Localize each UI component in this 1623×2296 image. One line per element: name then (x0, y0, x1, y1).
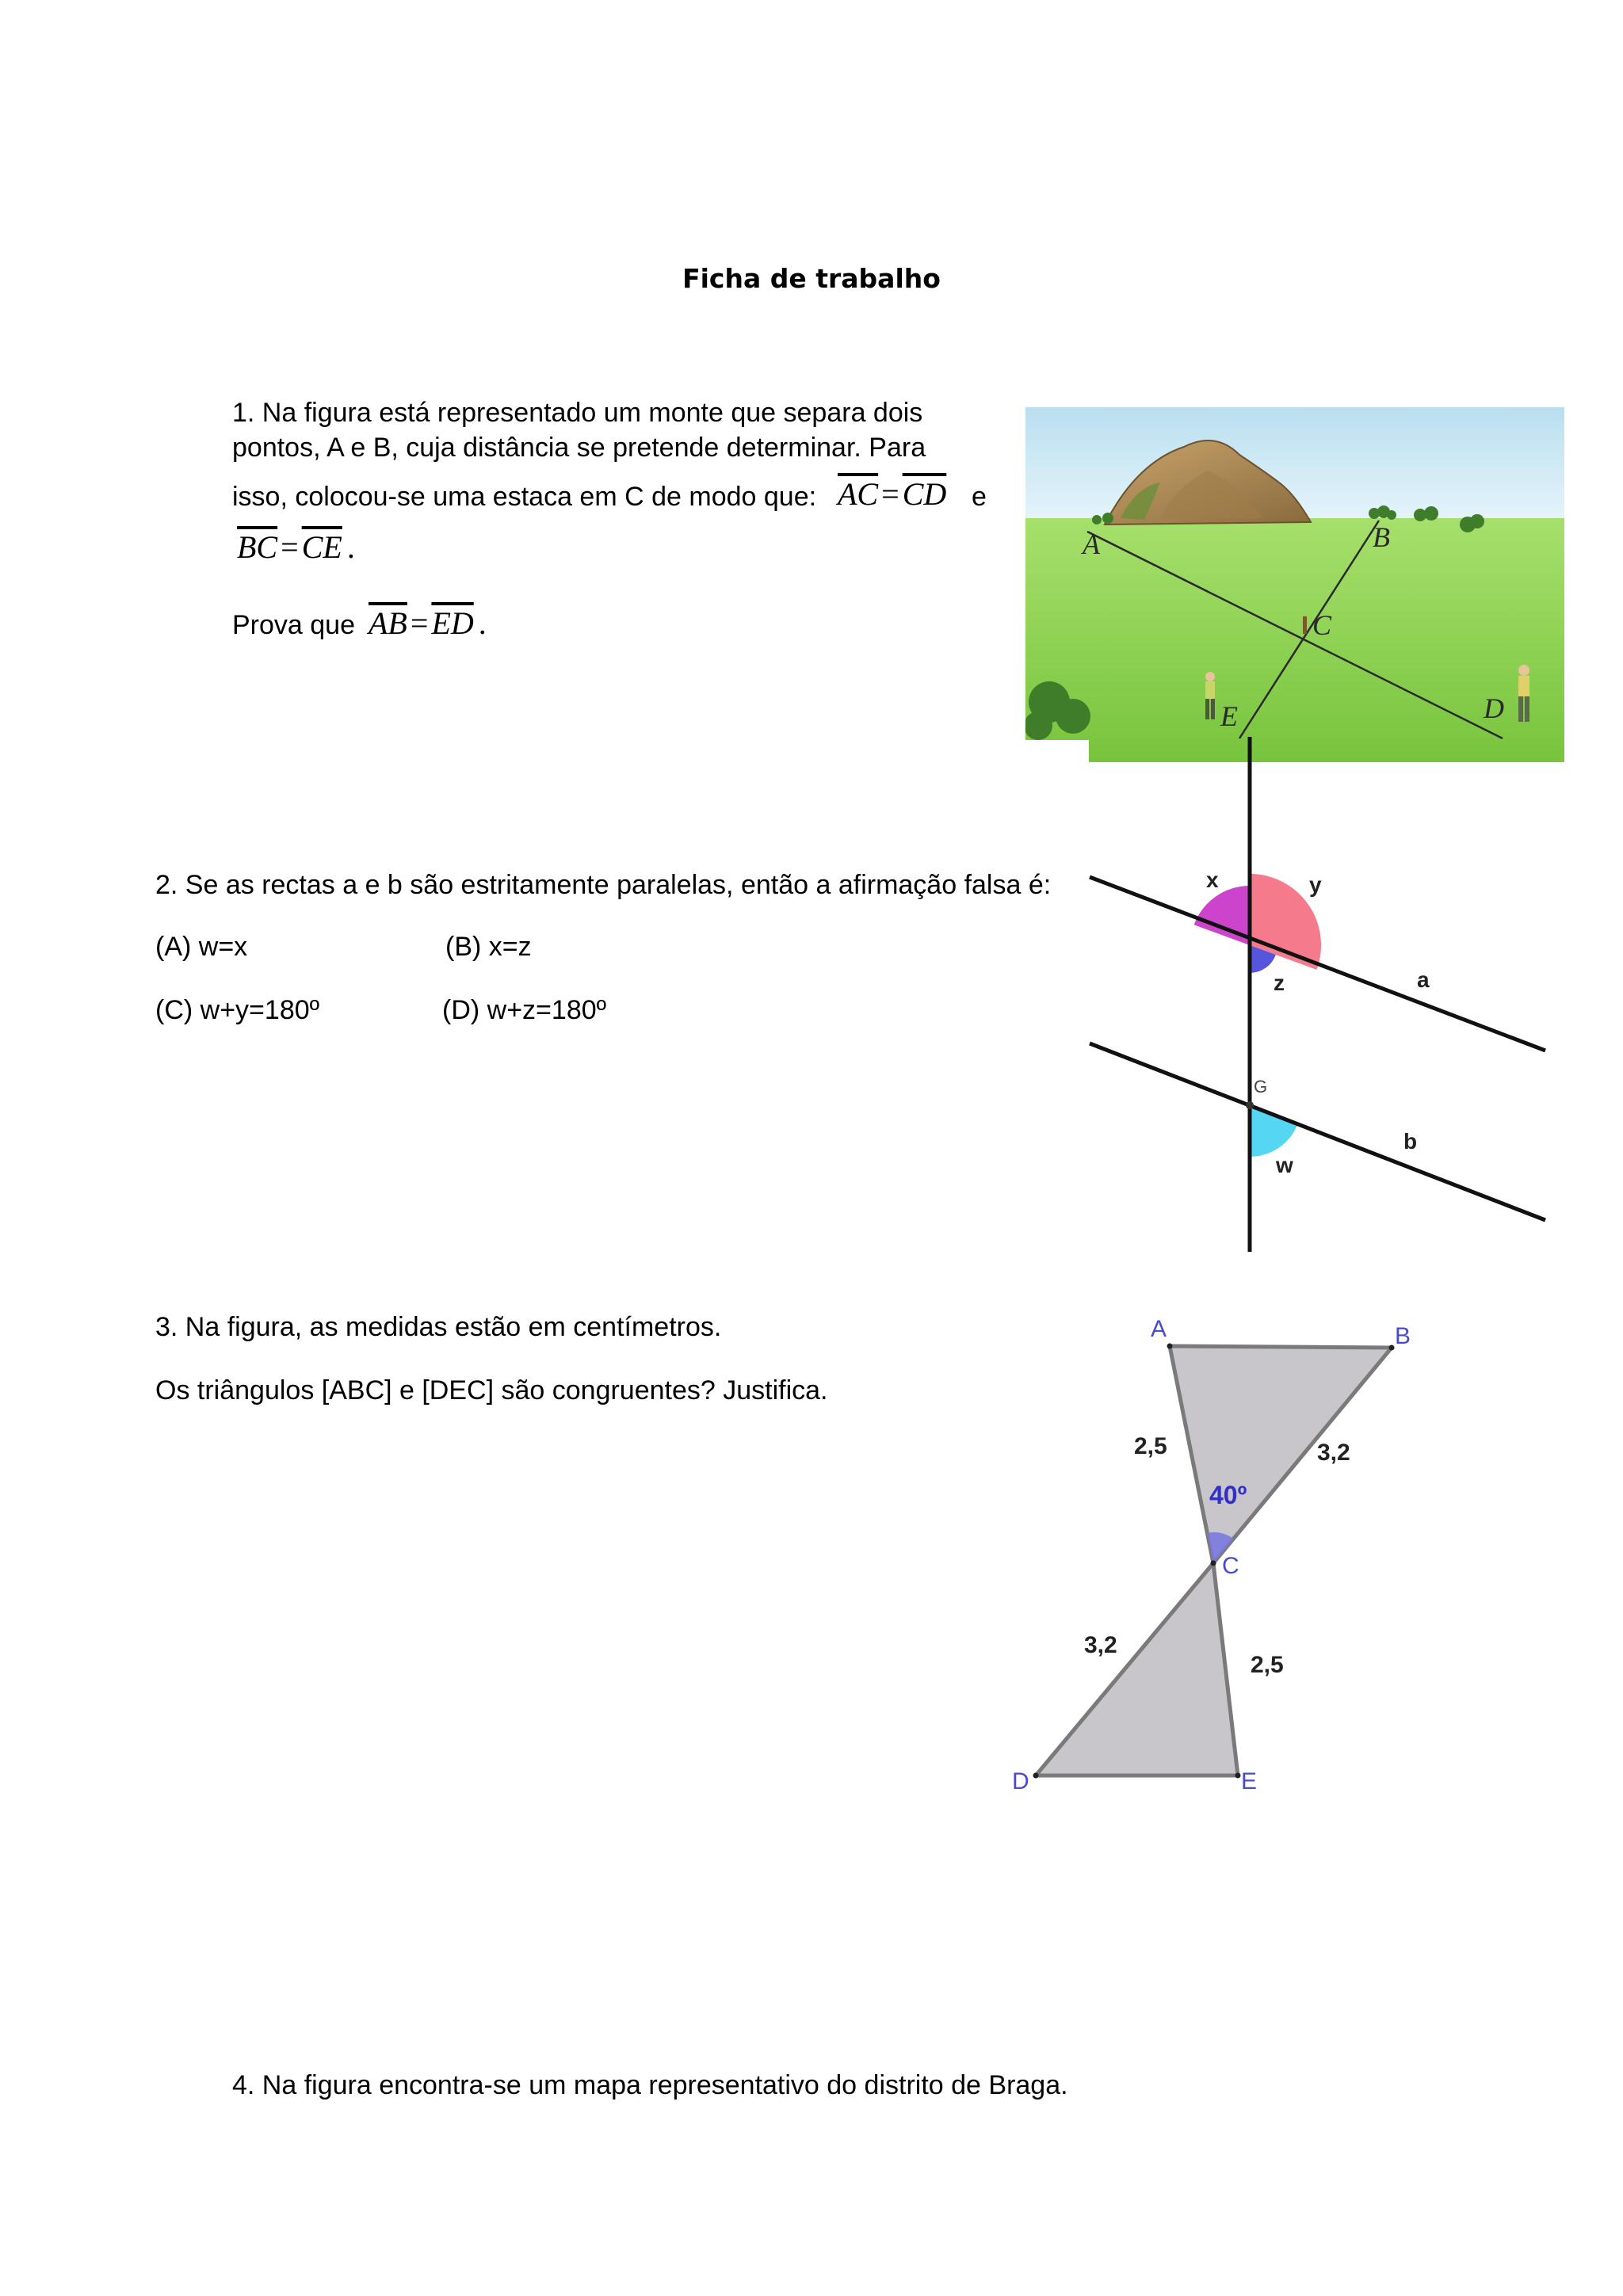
triangle-dec (1036, 1563, 1238, 1775)
label-c: C (1312, 609, 1332, 641)
q2-statement: 2. Se as rectas a e b são estritamente paralelas, então a afirmação falsa é: (155, 870, 1052, 900)
page-title: Ficha de trabalho (682, 263, 941, 294)
q3-triangles-figure (999, 1299, 1442, 1806)
label-a: a (1417, 967, 1430, 992)
measure-ce: 2,5 (1251, 1652, 1284, 1678)
q1-conjunction: e (972, 482, 987, 512)
measure-dc: 3,2 (1084, 1632, 1117, 1658)
label-z: z (1274, 971, 1285, 995)
stake-c (1303, 616, 1307, 634)
point-label-d: D (1012, 1768, 1029, 1794)
q2-parallel-lines-figure (1086, 737, 1561, 1260)
label-b: b (1403, 1129, 1418, 1154)
equals-sign: = (281, 529, 299, 565)
segment-cd: $\overline{CD}$ (902, 476, 947, 512)
line-b (1090, 1043, 1545, 1220)
label-d: D (1484, 692, 1504, 724)
label-e: E (1220, 700, 1238, 732)
q3-line-1: 3. Na figura, as medidas estão em centímetros. (155, 1312, 722, 1342)
grass-field (1025, 518, 1564, 762)
q1-line-2: pontos, A e B, cuja distância se pretende determinar. Para (232, 433, 926, 463)
measure-ac: 2,5 (1134, 1433, 1167, 1459)
segment-bc: $\overline{BC}$ (237, 529, 278, 565)
angle-label-40: 40º (1209, 1481, 1247, 1509)
q1-equation-ab-ed (369, 605, 487, 642)
q1-equation-ac-cd (838, 475, 946, 513)
period: . (346, 529, 355, 565)
segment-ac: $\overline{AC}$ (838, 476, 879, 512)
equals-sign: = (410, 605, 429, 641)
q1-line-3: isso, colocou-se uma estaca em C de modo que: (232, 482, 817, 512)
q4-line-1: 4. Na figura encontra-se um mapa representativo do distrito de Braga. (232, 2070, 1068, 2100)
point-g (1246, 1101, 1254, 1109)
point-label-e: E (1241, 1768, 1258, 1794)
q3-line-2: Os triângulos [ABC] e [DEC] são congruentes? Justifica. (155, 1375, 828, 1405)
q2-option-a: (A) w=x (155, 932, 248, 962)
label-y: y (1309, 872, 1322, 897)
point-label-b: B (1395, 1323, 1411, 1349)
label-a: A (1083, 528, 1100, 560)
q2-option-b: (B) x=z (445, 932, 532, 962)
segment-ab: $\overline{AB}$ (369, 605, 407, 641)
label-w: w (1276, 1153, 1293, 1177)
figure-mask-left (1025, 740, 1089, 772)
label-b: B (1373, 521, 1390, 553)
point-label-a: A (1151, 1316, 1167, 1342)
point-label-c: C (1222, 1553, 1239, 1579)
equals-sign: = (881, 476, 899, 512)
q2-option-c: (C) w+y=180º (155, 995, 320, 1025)
period: . (478, 605, 487, 641)
label-x: x (1206, 868, 1219, 892)
triangle-abc (1170, 1346, 1392, 1563)
q1-landscape-figure (1025, 407, 1564, 762)
q2-option-d: (D) w+z=180º (442, 995, 607, 1025)
q1-line-1: 1. Na figura está representado um monte que separa dois (232, 398, 923, 428)
line-a (1090, 877, 1545, 1051)
segment-ce: $\overline{CE}$ (301, 529, 342, 565)
q1-prova-text: Prova que (232, 610, 355, 640)
q1-equation-bc-ce (237, 528, 355, 566)
measure-bc: 3,2 (1317, 1440, 1350, 1466)
label-g: G (1254, 1077, 1268, 1097)
segment-ed: $\overline{ED}$ (431, 605, 474, 641)
